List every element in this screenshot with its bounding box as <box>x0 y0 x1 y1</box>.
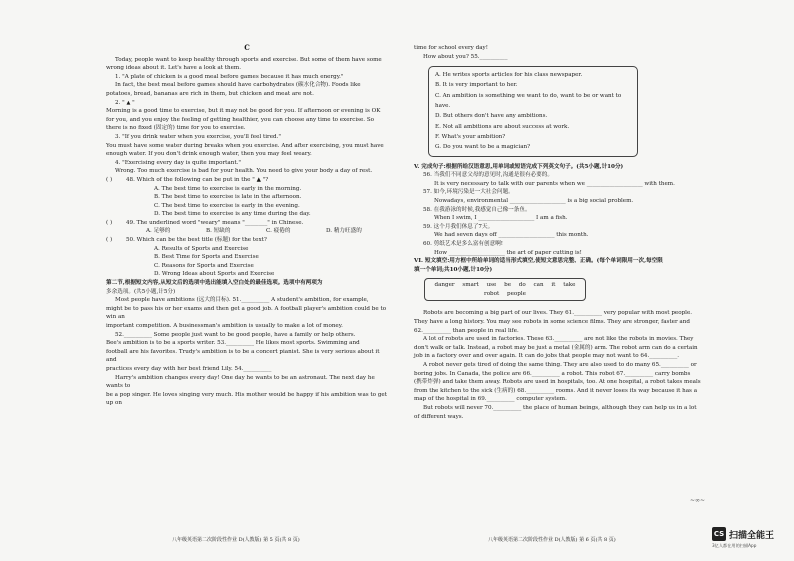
question-item: It is very necessary to talk with our parents when we ____________________ with them. <box>434 180 675 187</box>
camscanner-logo-icon: CS <box>712 527 726 541</box>
passage-paragraph: Harry's ambition changes every day! One day he wants to be an astronaut. The next day he wants to <box>106 374 375 390</box>
passage-paragraph: practices every day with her best friend Lily. 54.__________ <box>106 365 272 372</box>
left-footer: 八年级英语第二次阶段性作业 D(人教版) 第 5 页(共 8 页) <box>172 537 300 543</box>
passage-paragraph: You must have some water during breaks when you exercise. And after exercising, you must have enough water. If you don't drink enough water, then you may feel weary. <box>106 142 384 158</box>
question-item: 59. 这个月我们休息了7天。 <box>423 223 494 230</box>
passage-paragraph: A lot of robots are used in factories. These 63.__________ are not like the robots in movies. They <box>423 336 694 343</box>
passage-paragraph: of different ways. <box>414 413 464 420</box>
section-heading: V. 完成句子:根据所给汉语意思,用单词或短语完成下列英文句子。(共5小题,计10分) <box>414 163 624 170</box>
question-49: ( ) 49. The underlined word "weary" means "________" in Chinese. <box>106 219 304 226</box>
passage-paragraph: time for school every day! <box>414 45 488 51</box>
section-heading: 填一个单词;共10小题,计10分) <box>414 266 493 273</box>
passage-paragraph: football are his favorites. Trudy's ambition is to be a concert pianist. She is very serious about it and <box>106 348 380 364</box>
passage-paragraph: Bee's ambition is to be a sports writer. 53.__________ He likes most sports. Swimming and <box>106 340 360 347</box>
passage-paragraph: important competition. A businessman's ambition is usually to make a lot of money. <box>106 323 343 329</box>
option: A. Results of Sports and Exercise <box>154 245 249 252</box>
passage-paragraph: Wrong. Too much exercise is bad for your health. You need to give your body a day of rest. <box>115 168 373 175</box>
section-heading: 第二节,根据短文内容,从短文后的选项中选出能填入空白处的最佳选项。选项中有两项为 <box>106 280 323 287</box>
option: D. The best time to exercise is any time during the day. <box>154 211 311 218</box>
option: E. Not all ambitions are about success at work. <box>435 123 570 130</box>
passage-paragraph: Today, people want to keep healthy through sports and exercise. But some of them have some wrong ideas about it. Let's have a look at them. <box>106 56 382 72</box>
passage-paragraph: 4. "Exercising every day is quite important." <box>115 159 241 166</box>
option: C. The best time to exercise is early in the evening. <box>154 202 300 209</box>
option: C. Reasons for Sports and Exercise <box>154 262 254 269</box>
right-footer: 八年级英语第二次阶段性作业 D(人教版) 第 6 页(共 8 页) <box>488 537 616 543</box>
question-item: How ____________________ the art of paper cutting is! <box>434 249 582 256</box>
passage-paragraph: Most people have ambitions (远大的目标). 51.__________ A student's ambition, for example, <box>115 297 369 304</box>
left-page <box>106 0 388 408</box>
passage-paragraph: might be to pass his or her exams and then get a good job. A football player's ambition could be to win an <box>106 305 387 321</box>
passage-paragraph: How about you? 55.__________ <box>423 53 508 60</box>
option: C. An ambition is something we want to do, want to be or want to have. <box>435 92 622 110</box>
passage-paragraph: 1. "A plate of chicken is a good meal before games because it has much energy." <box>115 73 344 80</box>
pen-scribble: ~∞~ <box>690 497 706 504</box>
section-heading: 多余选项。(共5小题,计5分) <box>106 288 176 295</box>
passage-paragraph: 62.__________ than people in real life. <box>414 327 519 334</box>
option: B. Best Time for Sports and Exercise <box>154 254 259 261</box>
passage-paragraph: They have a long history. You may see robots in some science films. They are stronger, faster and <box>414 319 690 326</box>
passage-paragraph: Robots are becoming a big part of our lives. They 61.__________ very popular with most people. <box>423 310 693 317</box>
word-bank: danger smart use be do can it take robot people <box>424 278 586 301</box>
passage-paragraph: be a pop singer. He loves singing very much. His mother would be happy if his ambition was to get up on <box>106 391 387 407</box>
passage-paragraph: 52.__________ Some people just want to be good people, have a family or help others. <box>115 331 356 338</box>
passage-paragraph: Morning is a good time to exercise, but it may not be good for you. If afternoon or evening is OK for you, and you enjoy the feeling of getting healthier, you can choose any time to exercise. So there is no fixed (固定的) time for you to exercise. <box>106 108 381 132</box>
passage-paragraph: job in a factory over and over again. It can do jobs that people may not want to 64.__________. <box>414 353 680 360</box>
question-50: ( ) 50. Which can be the best title (标题) for the text? <box>106 237 267 244</box>
options-box <box>428 66 638 156</box>
option: B. It is very important to her. <box>435 82 518 89</box>
triangle-marker-icon: ▲ <box>126 99 131 106</box>
passage-paragraph: A robot never gets tired of doing the same thing. They are also used to do many 65.__________ or <box>423 362 697 369</box>
question-item: Nowadays, environmental ____________________ is a big social problem. <box>434 197 634 204</box>
question-49-options: A. 足够的 B. 短缺的 C. 疲倦的 D. 精力旺盛的 <box>146 228 362 235</box>
question-48: ( ) 48. Which of the following can be put in the " ▲ "? <box>106 176 269 183</box>
question-item: 56. 当我们不同意父母的意见时,沟通是很有必要的。 <box>423 172 553 179</box>
option: A. The best time to exercise is early in the morning. <box>154 185 302 192</box>
right-page <box>414 0 710 421</box>
passage-paragraph: In fact, the best meal before games should have carbohydrates (碳水化合物). Foods like potatoes, bread, bananas are rich in them, but chicken and meat are not. <box>106 82 361 97</box>
passage-paragraph: 3. "If you drink water when you exercise, you'll feel tired." <box>115 133 281 140</box>
question-item: 58. 在我游泳的时候,我感觉自己像一条鱼。 <box>423 206 531 213</box>
scanner-watermark: CS 扫描全能王 <box>712 527 774 541</box>
passage-paragraph: 2. " ▲ " <box>115 99 135 106</box>
section-c-title: C <box>244 43 250 52</box>
passage-paragraph: (携带炸弹) and take them away. Robots are used in hospitals, too. At one hospital, a robot takes meals <box>414 379 701 386</box>
option: D. Wrong Ideas about Sports and Exercise <box>154 271 275 278</box>
option: D. But others don't have any ambitions. <box>435 113 548 120</box>
section-heading: VI. 短文填空:用方框中所给单词的适当形式填空,使短文意思完整、正确。(每个单词限用一次,每空限 <box>414 258 663 265</box>
option: A. He writes sports articles for his class newspaper. <box>435 72 583 79</box>
passage-paragraph: But robots will never 70.__________ the place of human beings, although they can help us in a lot <box>423 405 697 411</box>
question-item: 57. 如今,环境污染是一大社会问题。 <box>423 189 514 196</box>
question-item: When I swim, I ____________________ I am a fish. <box>434 215 568 222</box>
option: F. What's your ambition? <box>435 133 506 140</box>
scanner-tagline: 3亿人都在用的扫描App <box>712 543 757 548</box>
passage-paragraph: don't walk or talk. Instead, a robot may be just a metal (金属的) arm. The robot arm can do a certain <box>414 344 698 351</box>
passage-paragraph: from the kitchen to the sick (生病的) 68.__________ rooms. And it never loses its way because it has a map of the hospital in 69.__________ computer system. <box>414 387 698 403</box>
option: G. Do you want to be a magician? <box>435 144 531 151</box>
question-item: We had seven days off ____________________ this month. <box>434 232 589 239</box>
passage-paragraph: boring jobs. In Canada, the police are 66.__________ a robot. This robot 67.__________ carry bombs <box>414 370 691 377</box>
question-item: 60. 剪纸艺术是多么富有创意啊! <box>423 240 504 247</box>
option: B. The best time to exercise is late in the afternoon. <box>154 194 302 201</box>
